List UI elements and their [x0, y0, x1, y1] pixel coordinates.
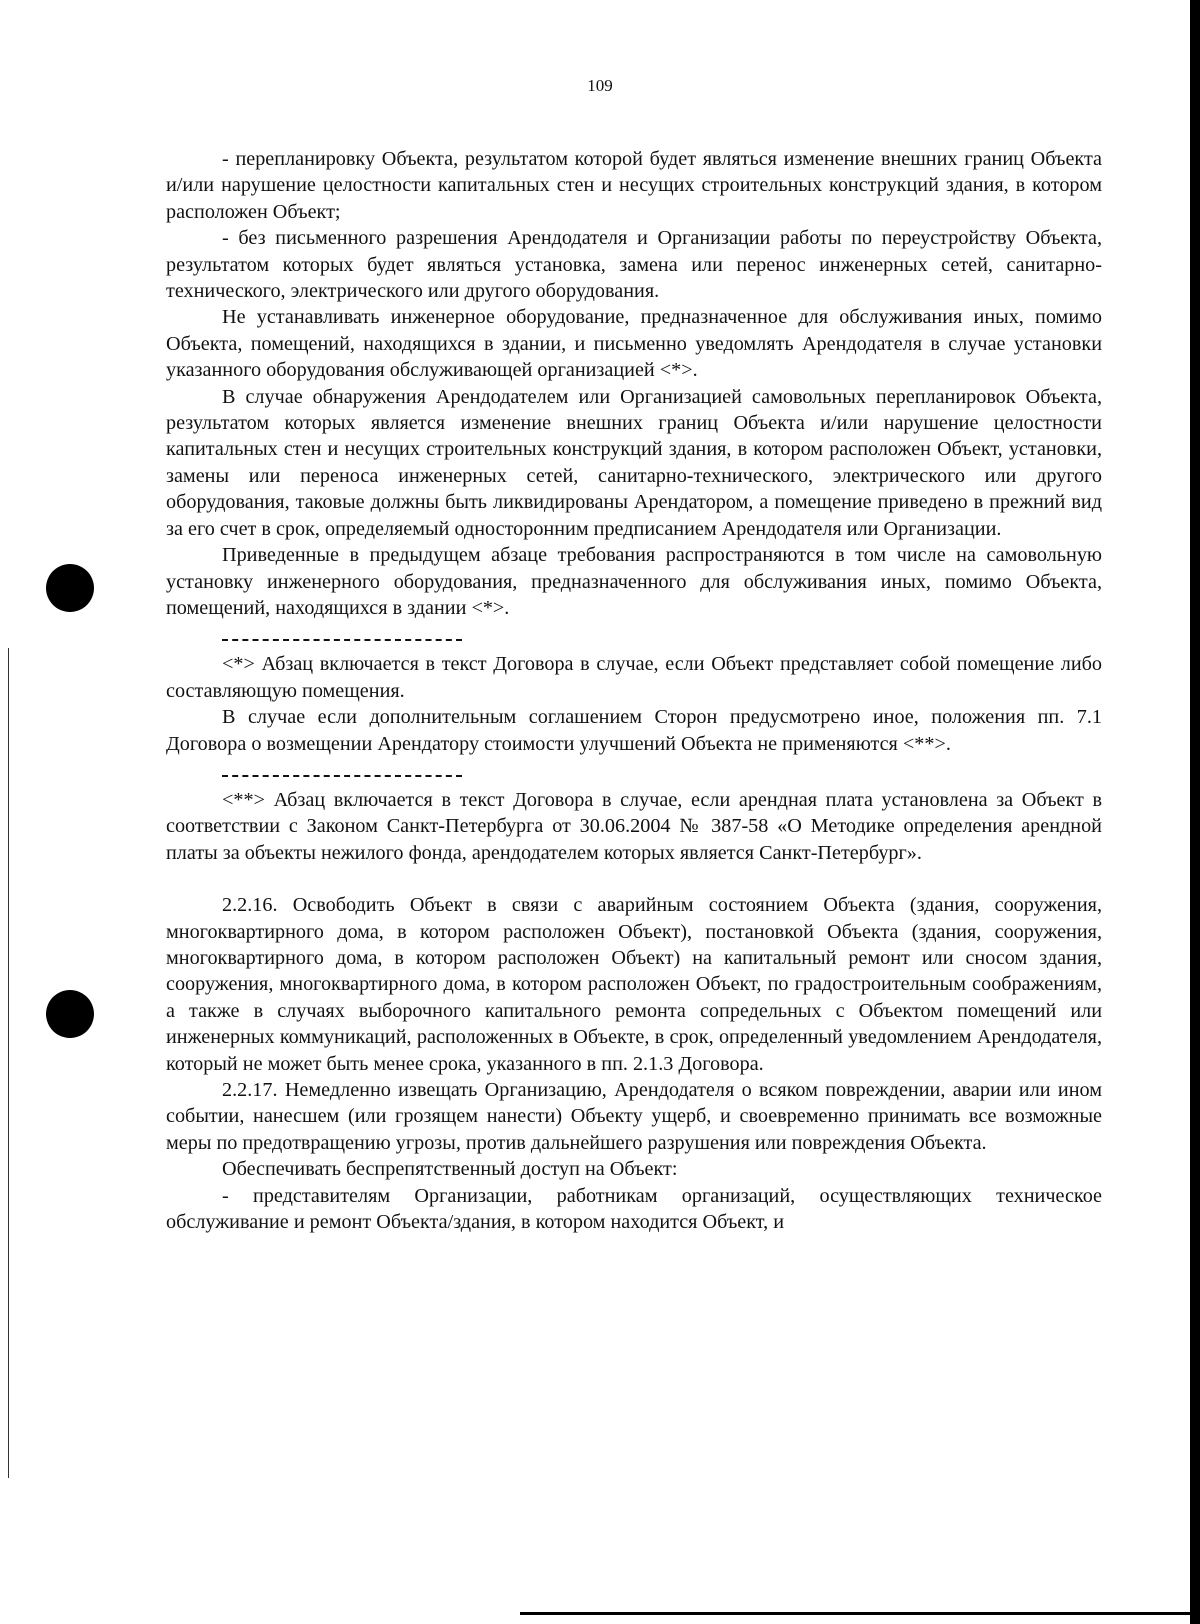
spacer — [166, 866, 1102, 892]
paragraph: В случае если дополнительным соглашением Сторон предусмотрено иное, положения пп. 7.1 Договора о возмещении Арендатору стоимости улучшений Объекта не применяются <**>. — [166, 706, 1102, 755]
paragraph: Не устанавливать инженерное оборудование, предназначенное для обслуживания иных, помимо Объекта, помещений, находящихся в здании, и письменно уведомлять Арендодателя в случае установки указанного оборудования обслуживающей организацией <*>. — [166, 306, 1102, 382]
footnote-separator — [222, 775, 462, 777]
scan-bottom-edge — [520, 1612, 1190, 1615]
document-body — [166, 146, 1102, 1235]
footnote: <*> Абзац включается в текст Договора в случае, если Объект представляет собой помещение либо составляющую помещения. — [166, 653, 1102, 702]
scan-right-edge — [1190, 0, 1200, 1624]
paragraph: 2.2.17. Немедленно извещать Организацию, Арендодателя о всяком повреждении, аварии или ином событии, нанесшем (или грозящем нанести) Объекту ущерб, и своевременно принимать все возможные меры по предотвращению угрозы, против дальнейшего разрушения или повреждения Объекта. — [166, 1079, 1102, 1154]
punch-hole-lower — [46, 990, 94, 1038]
paragraph: - без письменного разрешения Арендодателя и Организации работы по переустройству Объекта, результатом которых будет являться установка, замена или перенос инженерных сетей, санитарно-технического, электрического или другого оборудования. — [166, 227, 1102, 303]
paragraph: Обеспечивать беспрепятственный доступ на Объект: — [222, 1158, 678, 1181]
paragraph: 2.2.16. Освободить Объект в связи с аварийным состоянием Объекта (здания, сооружения, многоквартирного дома, в котором расположен Объект), постановкой Объекта (здания, сооружения, многоквартирного дома, в котором расположен Объект) на капитальный ремонт или сносом здания, сооружения, многоквартирного дома, в котором расположен Объект, по градостроительным соображениям, а также в случаях выборочного капитального ремонта сопредельных с Объектом помещений или инженерных коммуникаций, расположенных в Объекте, в срок, определенный уведомлением Арендодателя, который не может быть менее срока, указанного в пп. 2.1.3 Договора. — [166, 894, 1102, 1075]
footnote-separator — [222, 639, 462, 641]
paragraph: - представителям Организации, работникам организаций, осуществляющих техническое обслуживание и ремонт Объекта/здания, в котором находится Объект, и — [166, 1184, 1102, 1234]
scan-left-margin-line — [8, 648, 9, 1478]
footnote: <**> Абзац включается в текст Договора в случае, если арендная плата установлена за Объект в соответствии с Законом Санкт-Петербурга от 30.06.2004 № 387-58 «О Методике определения арендной платы за объекты нежилого фонда, арендодателем которых является Санкт-Петербург». — [166, 788, 1102, 864]
punch-hole-upper — [46, 564, 94, 612]
paragraph: Приведенные в предыдущем абзаце требования распространяются в том числе на самовольную установку инженерного оборудования, предназначенного для обслуживания иных, помимо Объекта, помещений, находящихся в здании <*>. — [166, 544, 1102, 619]
page-number: 109 — [587, 76, 613, 95]
paragraph: - перепланировку Объекта, результатом которой будет являться изменение внешних границ Объекта и/или нарушение целостности капитальных стен и несущих строительных конструкций здания, в котором расположен Объект; — [166, 148, 1102, 223]
paragraph: В случае обнаружения Арендодателем или Организацией самовольных перепланировок Объекта, результатом которых является изменение внешних границ Объекта и/или нарушение целостности капитальных стен и несущих строительных конструкций здания, в котором расположен Объект, установки, замены или переноса инженерных сетей, санитарно-технического, электрического или другого оборудования, таковые должны быть ликвидированы Арендатором, а помещение приведено в прежний вид за его счет в срок, определяемый односторонним предписанием Арендодателя или Организации. — [166, 385, 1102, 540]
